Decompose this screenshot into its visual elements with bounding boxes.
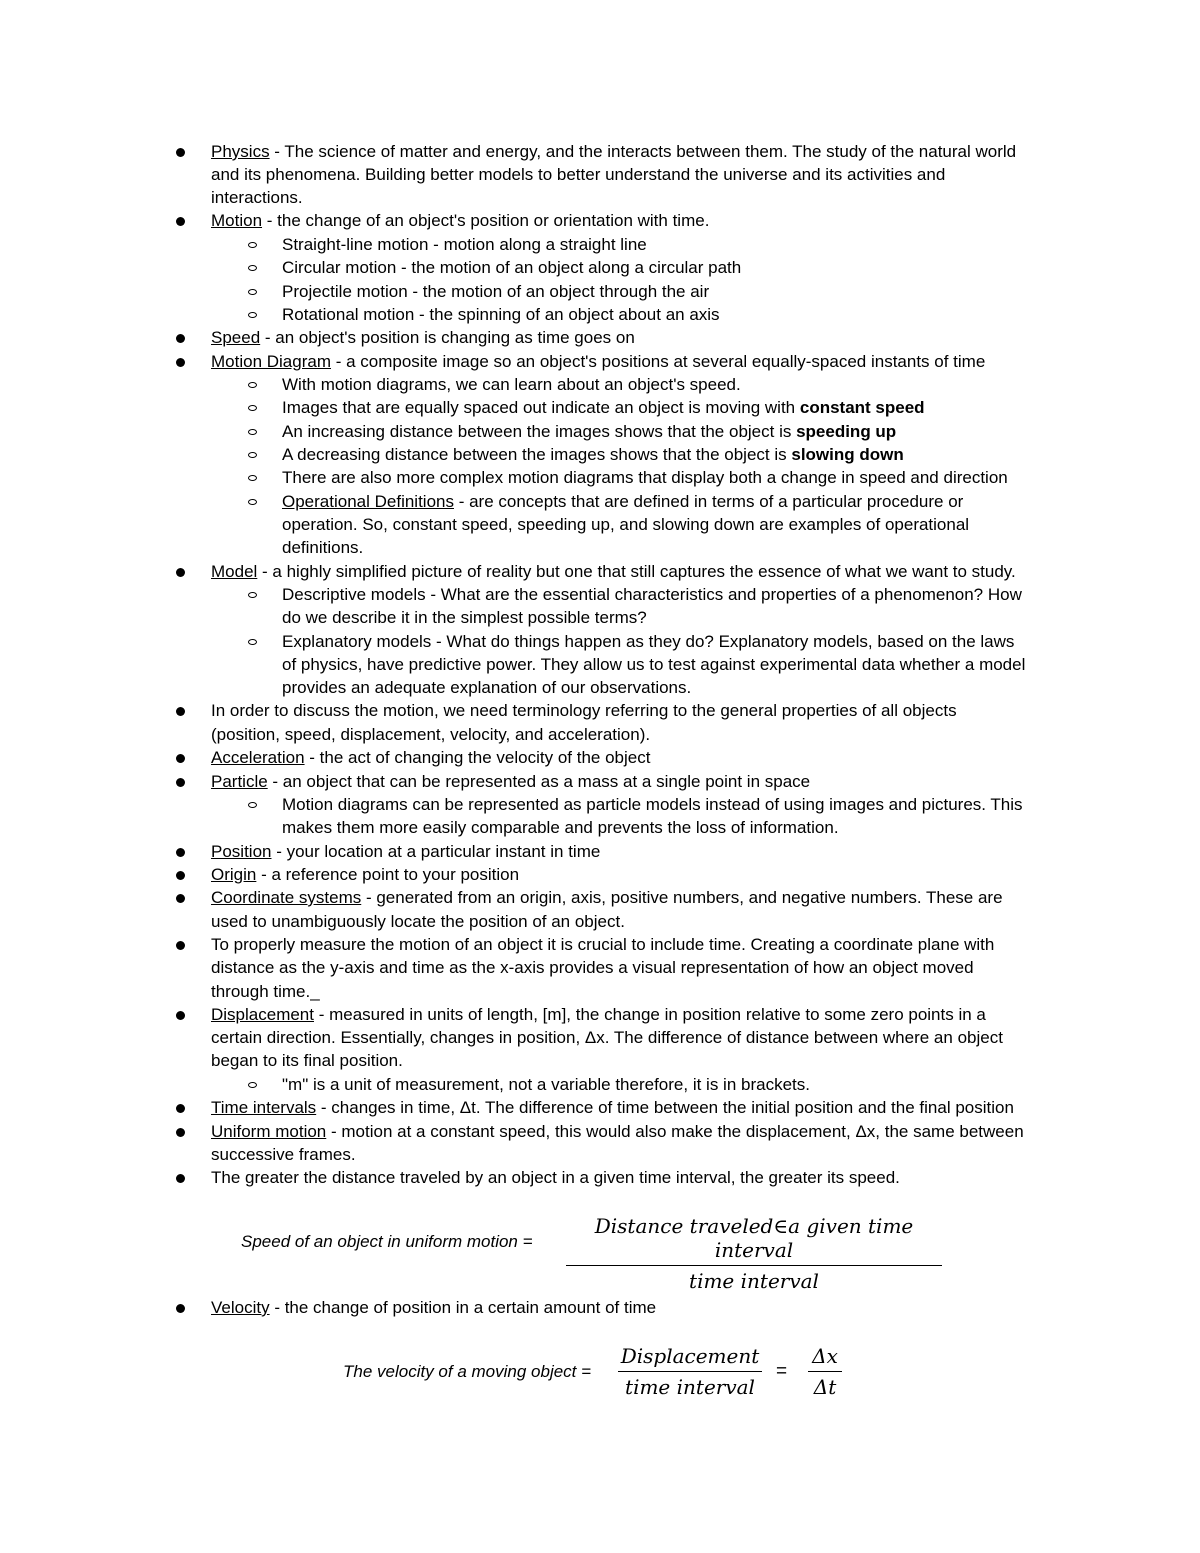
note-line [211,912,625,932]
note-text: Circular motion - the motion of an object along a circular path [282,258,742,277]
hollow-bullet-icon [248,242,257,248]
term: Position [211,842,272,861]
note-line [282,492,963,512]
note-text: "m" is a unit of measurement, not a variable therefore, it is in brackets. [282,1075,810,1094]
hollow-bullet-icon [248,802,257,808]
bullet-icon [176,217,185,226]
note-text: - a highly simplified picture of reality but one that still captures the essence of what we want to study. [257,562,1016,581]
note-line [211,1298,656,1318]
velocity-fraction [618,1344,762,1399]
bullet-icon [176,754,185,763]
note-line [211,211,709,231]
note-text: The greater the distance traveled by an object in a given time interval, the greater its speed. [211,1168,900,1187]
term: Velocity [211,1298,270,1317]
fraction-denominator: time interval [689,1269,819,1293]
hollow-bullet-icon [248,265,257,271]
note-text: began to its final position. [211,1051,403,1070]
hollow-bullet-icon [248,452,257,458]
note-text: - the change of an object's position or orientation with time. [262,211,710,230]
note-line [211,701,957,721]
note-line [211,142,1016,162]
term: Displacement [211,1005,314,1024]
note-line [282,468,1008,488]
note-line [282,235,647,255]
note-text: Descriptive models - What are the essential characteristics and properties of a phenomenon? How [282,585,1022,604]
hollow-bullet-icon [248,429,257,435]
equation-label: Speed of an object in uniform motion = [241,1232,533,1251]
note-text: - an object that can be represented as a mass at a single point in space [267,772,811,791]
note-text: Straight-line motion - motion along a straight line [282,235,647,254]
note-line [282,398,925,418]
note-line [211,1051,403,1071]
note-text: of physics, have predictive power. They allow us to test against experimental data whether a model [282,655,1026,674]
hollow-bullet-icon [248,382,257,388]
note-line [282,515,969,535]
note-line [211,982,320,1002]
bullet-icon [176,894,185,903]
note-text: - changes in time, Δt. The difference of time between the initial position and the final position [316,1098,1014,1117]
note-text: - are concepts that are defined in terms of a particular procedure or [453,492,964,511]
note-line [282,375,741,395]
note-line [211,1145,356,1165]
note-line [211,772,810,792]
note-line [211,865,519,885]
bullet-icon [176,1011,185,1020]
bullet-icon [176,358,185,367]
bullet-icon [176,778,185,787]
note-text: certain direction. Essentially, changes in position, Δx. The difference of distance between where an object [211,1028,1003,1047]
note-line [282,818,839,838]
note-line [282,678,691,698]
term: Motion [211,211,263,230]
note-line [211,1098,1014,1118]
note-text: There are also more complex motion diagrams that display both a change in speed and direction [282,468,1008,487]
note-text: through time._ [211,982,320,1001]
note-text: With motion diagrams, we can learn about an object's speed. [282,375,741,394]
note-line [211,562,1016,582]
term: Operational Definitions [282,492,454,511]
note-text: Projectile motion - the motion of an object through the air [282,282,710,301]
note-text: An increasing distance between the images shows that the object is [282,422,797,441]
note-line [282,445,904,465]
note-text: operation. So, constant speed, speeding up, and slowing down are examples of operational [282,515,970,534]
note-line [282,608,647,628]
note-line [211,188,303,208]
term: Coordinate systems [211,888,362,907]
emphasis-text: constant speed [799,398,925,417]
note-line [282,632,1014,652]
bullet-icon [176,1128,185,1137]
hollow-bullet-icon [248,405,257,411]
term: Particle [211,772,268,791]
note-line [211,352,985,372]
bullet-icon [176,1174,185,1183]
fraction-numerator: Distance traveled∈a given time interval [594,1214,914,1262]
note-line [211,1028,1003,1048]
hollow-bullet-icon [248,475,257,481]
note-text: - a composite image so an object's positions at several equally-spaced instants of time [331,352,986,371]
fraction-bar [566,1265,942,1266]
note-text: - an object's position is changing as time goes on [260,328,635,347]
emphasis-text: speeding up [796,422,897,441]
equals-sign: = [776,1361,788,1382]
hollow-bullet-icon [248,592,257,598]
bullet-icon [176,1304,185,1313]
note-text: A decreasing distance between the images shows that the object is [282,445,792,464]
bullet-icon [176,334,185,343]
note-line [282,422,896,442]
note-line [211,958,974,978]
note-text: - measured in units of length, [m], the change in position relative to some zero points in a [314,1005,986,1024]
note-text: Explanatory models - What do things happen as they do? Explanatory models, based on the laws [282,632,1015,651]
emphasis-text: slowing down [791,445,904,464]
term: Origin [211,865,257,884]
note-text: To properly measure the motion of an object it is crucial to include time. Creating a coordinate plane with [211,935,995,954]
bullet-icon [176,848,185,857]
term: Speed [211,328,261,347]
note-text: do we describe it in the simplest possible terms? [282,608,647,627]
bullet-icon [176,148,185,157]
bullet-icon [176,1104,185,1113]
fraction-bar [618,1371,762,1372]
note-text: In order to discuss the motion, we need terminology referring to the general properties of all objects [211,701,957,720]
note-text: (position, speed, displacement, velocity, and acceleration). [211,725,651,744]
fraction-bar [808,1371,842,1372]
note-line [211,842,600,862]
note-line [211,328,635,348]
note-text: definitions. [282,538,364,557]
note-line [211,1168,900,1188]
note-text: - a reference point to your position [256,865,520,884]
term: Uniform motion [211,1122,327,1141]
note-text: Motion diagrams can be represented as particle models instead of using images and pictures. This [282,795,1023,814]
note-text: - The science of matter and energy, and the interacts between them. The study of the natural world [269,142,1017,161]
note-line [211,748,650,768]
note-line [282,258,741,278]
note-text: used to unambiguously locate the position of an object. [211,912,625,931]
note-text: interactions. [211,188,303,207]
note-text: provides an adequate explanation of our observations. [282,678,692,697]
note-line [282,305,720,325]
fraction-numerator: Δx [812,1344,838,1368]
note-line [211,1122,1024,1142]
note-text: - motion at a constant speed, this would also make the displacement, Δx, the same between [326,1122,1024,1141]
note-line [282,538,363,558]
hollow-bullet-icon [248,289,257,295]
bullet-icon [176,871,185,880]
note-line [282,655,1025,675]
hollow-bullet-icon [248,312,257,318]
term: Acceleration [211,748,305,767]
note-line [282,795,1023,815]
hollow-bullet-icon [248,639,257,645]
bullet-icon [176,707,185,716]
note-text: Images that are equally spaced out indicate an object is moving with [282,398,800,417]
note-line [282,585,1022,605]
delta-fraction [808,1344,842,1399]
note-text: - the change of position in a certain amount of time [269,1298,657,1317]
note-text: and its phenomena. Building better models to better understand the universe and its activities and [211,165,946,184]
equation-label: The velocity of a moving object = [343,1362,592,1381]
hollow-bullet-icon [248,1082,257,1088]
bullet-icon [176,941,185,950]
fraction-numerator: Displacement [620,1344,760,1368]
note-line [282,282,709,302]
term: Motion Diagram [211,352,331,371]
bullet-icon [176,568,185,577]
term: Time intervals [211,1098,317,1117]
note-text: Rotational motion - the spinning of an object about an axis [282,305,720,324]
note-text: successive frames. [211,1145,356,1164]
note-text: - the act of changing the velocity of the object [304,748,651,767]
fraction-denominator: Δt [813,1375,837,1399]
speed-fraction [566,1214,942,1293]
fraction-denominator: time interval [625,1375,755,1399]
note-line [211,165,945,185]
note-line [211,1005,986,1025]
note-text: - generated from an origin, axis, positive numbers, and negative numbers. These are [361,888,1003,907]
term: Physics [211,142,270,161]
note-text: - your location at a particular instant in time [271,842,601,861]
hollow-bullet-icon [248,499,257,505]
note-text: distance as the y-axis and time as the x-axis provides a visual representation of how an object moved [211,958,974,977]
note-text: makes them more easily comparable and prevents the loss of information. [282,818,839,837]
term: Model [211,562,258,581]
note-line [211,888,1003,908]
note-line [211,725,650,745]
note-line [282,1075,810,1095]
note-line [211,935,994,955]
